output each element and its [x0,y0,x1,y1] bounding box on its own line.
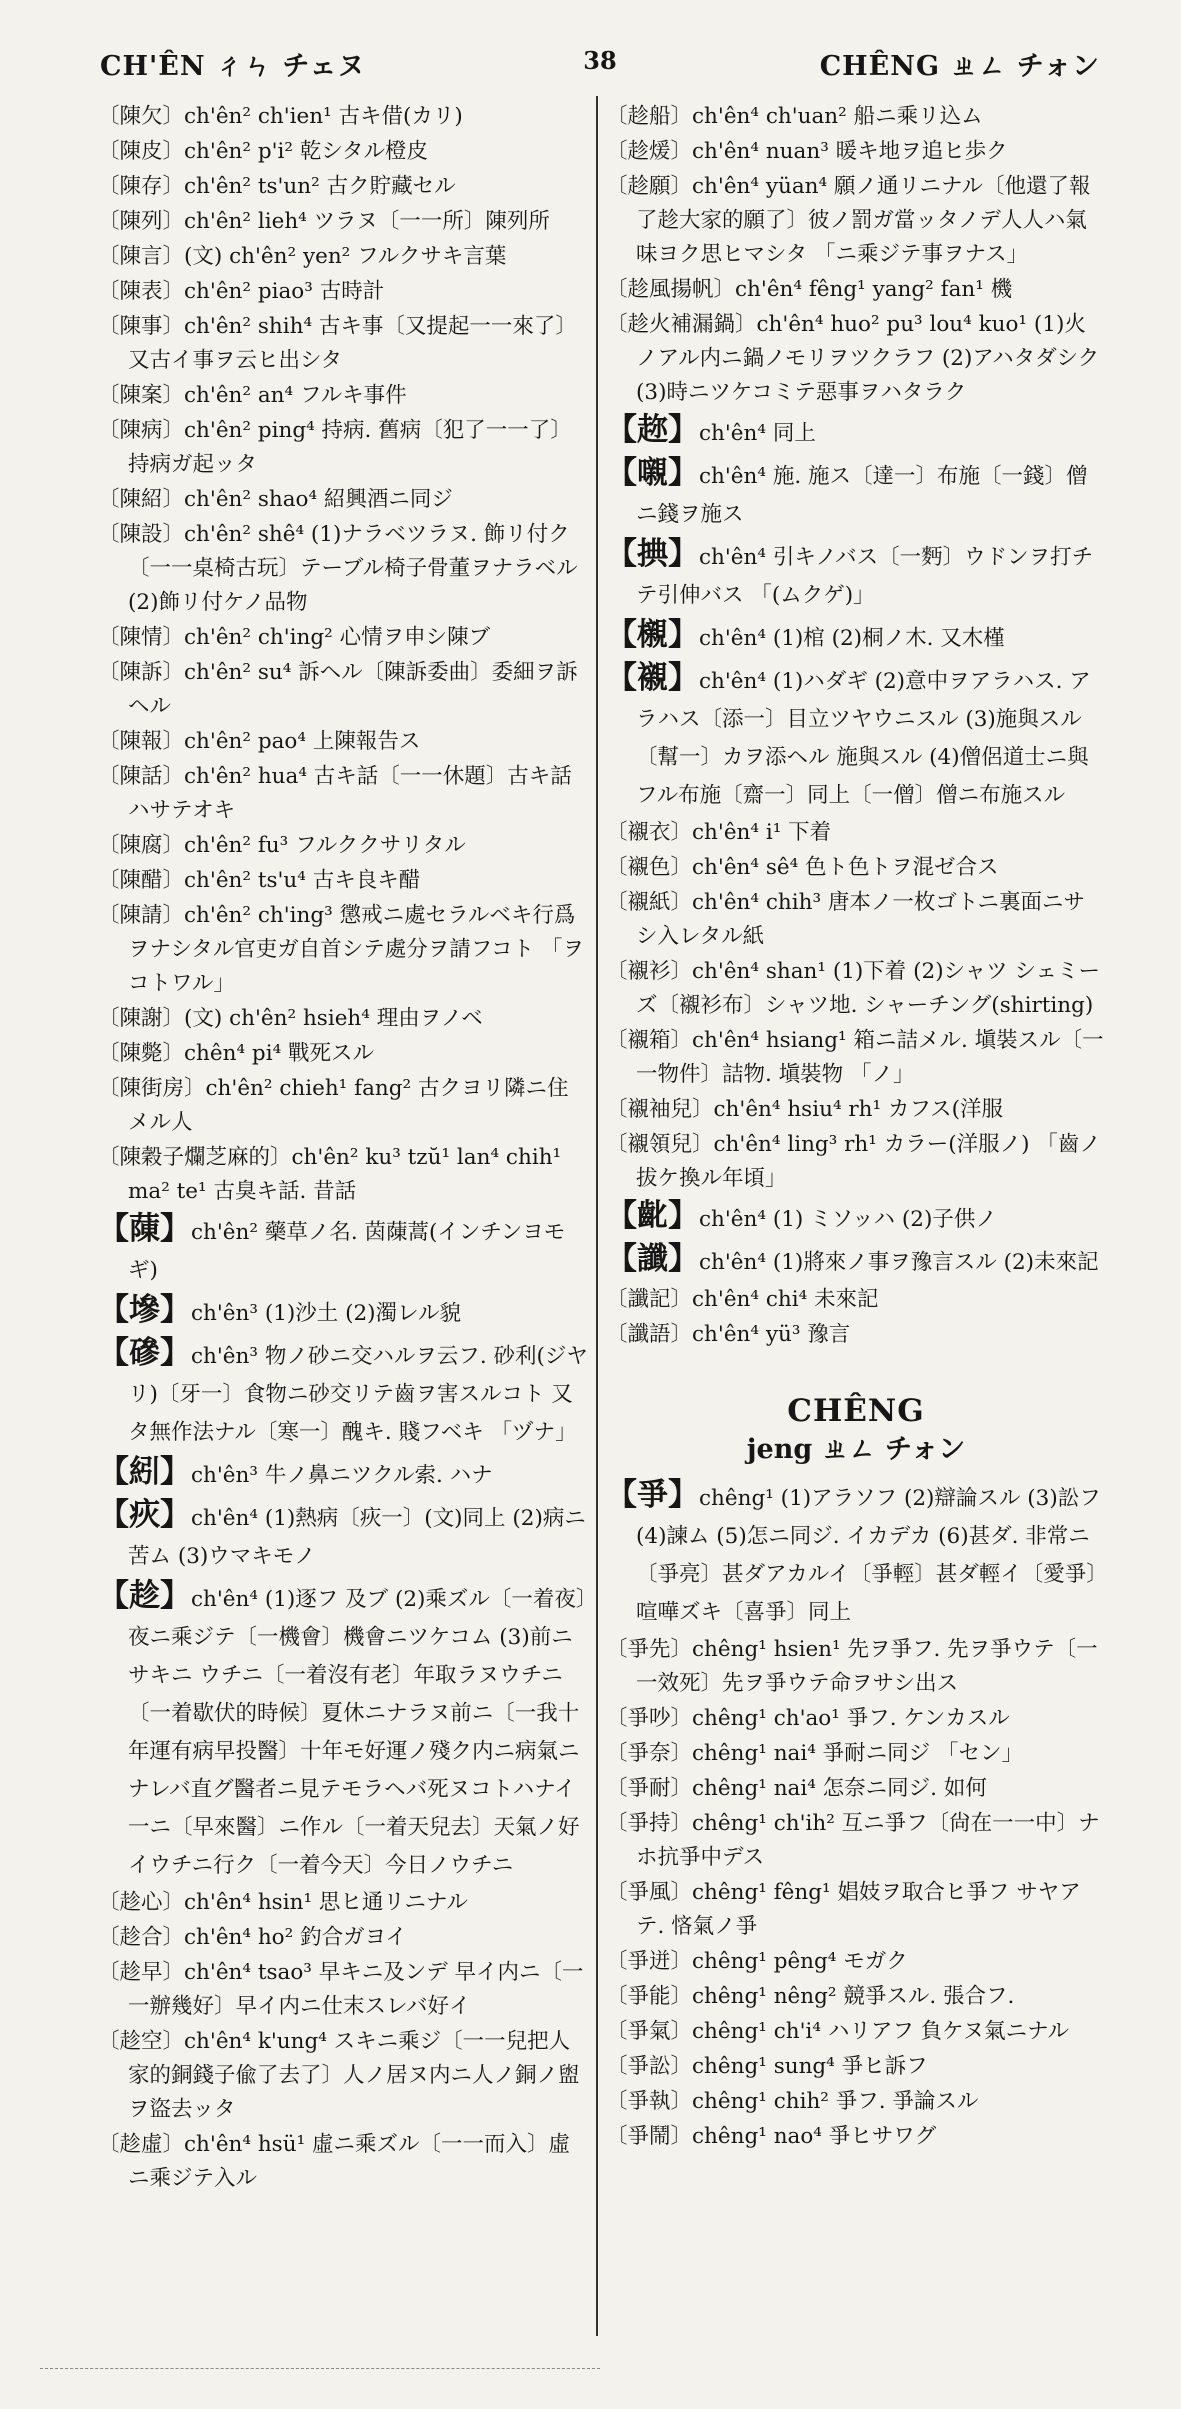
dictionary-entry [98,135,588,169]
entry-definition: ch'ên² hua⁴ 古キ話〔一一休題〕古キ話ハサテオキ [128,764,572,823]
entry-definition: ch'ên² 藥草ノ名. 茵蔯蒿(インチンヨモギ) [128,1220,566,1283]
right-column-entries-bottom [606,1476,1106,2154]
dictionary-entry [606,2050,1106,2084]
dictionary-entry [98,1037,588,1071]
entry-headword: 〔趁虛〕 [98,2132,185,2157]
entry-definition: ch'ên⁴ ling³ rh¹ カラー(洋服ノ) 「齒ノ拔ケ換ル年頃」 [636,1132,1101,1191]
entry-headword: 〔趁心〕 [98,1890,185,1915]
entry-definition: ch'ên⁴ chih³ 唐本ノ一枚ゴトニ裏面ニサシ入レタル紙 [636,890,1086,949]
dictionary-entry [606,659,1106,815]
entry-definition: ch'ên² shih⁴ 古キ事〔又提起一一來了〕又古イ事ヲ云ヒ出シタ [128,314,577,373]
dictionary-entry [98,1072,588,1140]
entry-headword: 〔讖語〕 [606,1322,693,1347]
entry-headword: 〔陳存〕 [98,174,185,199]
entry-definition: ch'ên² fu³ フルククサリタル [184,833,466,858]
entry-headword: 〔襯袖兒〕 [606,1097,714,1122]
dictionary-entry [98,864,588,898]
entry-headword: 〔趁煖〕 [606,139,693,164]
entry-definition: chêng¹ fêng¹ 娼妓ヲ取合ヒ爭フ サヤアテ. 悋氣ノ爭 [636,1880,1081,1939]
entry-definition: chêng¹ chih² 爭フ. 爭論スル [692,2089,979,2114]
dictionary-entry [606,2085,1106,2119]
right-column-entries-top [606,100,1106,1352]
entry-headword: 〔陳穀子爛芝麻的〕 [98,1145,292,1170]
left-column [98,100,588,2197]
footer-rule [40,2368,600,2369]
dictionary-entry [98,1886,588,1920]
section-heading [606,1390,1106,1468]
dictionary-entry [98,656,588,724]
entry-headword: 〔襯色〕 [606,855,693,880]
entry-definition: chêng¹ sung⁴ 爭ヒ訴フ [692,2054,928,2079]
dictionary-entry [606,1702,1106,1736]
dictionary-entry [606,1318,1106,1352]
section-title: CHÊNG [787,1393,925,1429]
dictionary-entry [606,1240,1106,1282]
entry-definition: ch'ên⁴ 施. 施ス〔達一〕布施〔一錢〕僧ニ錢ヲ施ス [636,464,1088,527]
entry-headword: 〔讖記〕 [606,1287,693,1312]
dictionary-entry [98,1002,588,1036]
entry-headword: 【紖】 [98,1454,191,1490]
entry-definition: chêng¹ hsien¹ 先ヲ爭フ. 先ヲ爭ウテ〔一一效死〕先ヲ爭ウテ命ヲサシ出ス [636,1637,1098,1696]
entry-definition: ch'ên⁴ k'ung⁴ スキニ乘ジ〔一一兒把人家的銅錢子偸了去了〕人ノ居ヌ内ニ人ノ銅ノ盥ヲ盜去ッタ [128,2029,580,2122]
entry-headword: 【齔】 [606,1198,699,1234]
dictionary-entry [98,1496,588,1576]
entry-definition: ch'ên⁴ hsin¹ 思ヒ通リニナル [184,1890,468,1915]
entry-headword: 〔趁風揚帆〕 [606,277,736,302]
entry-headword: 〔陳病〕 [98,418,185,443]
entry-definition: ch'ên⁴ (1)熱病〔疢一〕(文)同上 (2)病ニ苦ム (3)ウマキモノ [128,1506,586,1569]
entry-definition: ch'ên² piao³ 古時計 [184,279,385,304]
entry-definition: ch'ên⁴ hsiang¹ 箱ニ詰メル. 塡裝スル〔一一物件〕詰物. 塡裝物 「ノ」 [636,1028,1104,1087]
dictionary-entry [606,1093,1106,1127]
entry-definition: ch'ên⁴ ch'uan² 船ニ乘リ込ム [692,104,983,129]
dictionary-entry [606,1737,1106,1771]
dictionary-entry [606,170,1106,272]
entry-headword: 〔陳情〕 [98,625,185,650]
entry-definition: chêng¹ pêng⁴ モガク [692,1949,908,1974]
entry-headword: 〔陳案〕 [98,383,185,408]
entry-definition: ch'ên³ 牛ノ鼻ニツクル索. ハナ [191,1463,493,1488]
entry-headword: 〔陳事〕 [98,314,185,339]
entry-definition: ch'ên⁴ yüan⁴ 願ノ通リニナル〔他還了報了趁大家的願了〕彼ノ罰ガ當ッタノデ人人ハ氣味ヨク思ヒマシタ 「ニ乘ジテ事ヲナス」 [636,174,1091,267]
dictionary-entry [606,955,1106,1023]
entry-headword: 〔趁火補漏鍋〕 [606,312,757,337]
dictionary-entry [606,1197,1106,1239]
dictionary-entry [606,2015,1106,2049]
entry-headword: 【襯】 [606,660,699,696]
entry-headword: 【蔯】 [98,1211,191,1247]
entry-headword: 〔襯紙〕 [606,890,693,915]
entry-headword: 〔爭能〕 [606,1984,693,2009]
entry-definition: ch'ên⁴ shan¹ (1)下着 (2)シャツ シェミーズ〔襯衫布〕シャツ地. シャーチング(shirting) [636,959,1101,1018]
dictionary-entry [98,621,588,655]
entry-headword: 〔襯衣〕 [606,820,693,845]
entry-headword: 〔陳腐〕 [98,833,185,858]
dictionary-entry [98,899,588,1001]
entry-definition: ch'ên⁴ sê⁴ 色ト色トヲ混ゼ合ス [692,855,999,880]
entry-headword: 〔陳街房〕 [98,1076,206,1101]
entry-headword: 〔陳表〕 [98,279,185,304]
dictionary-entry [98,1577,588,1885]
dictionary-entry [98,725,588,759]
entry-headword: 〔襯衫〕 [606,959,693,984]
dictionary-entry [606,851,1106,885]
dictionary-entry [606,1876,1106,1944]
dictionary-entry [98,1291,588,1333]
dictionary-entry [98,1453,588,1495]
entry-headword: 〔爭氣〕 [606,2019,693,2044]
entry-definition: ch'ên⁴ ho² 釣合ガヨイ [184,1925,407,1950]
dictionary-entry [98,2128,588,2196]
entry-headword: 〔襯箱〕 [606,1028,693,1053]
entry-definition: chêng¹ nao⁴ 爭ヒサワグ [692,2124,937,2149]
entry-headword: 【墋】 [98,1292,191,1328]
dictionary-entry [98,100,588,134]
entry-definition: ch'ên² pao⁴ 上陳報告ス [184,729,421,754]
entry-headword: 〔爭耐〕 [606,1776,693,1801]
entry-headword: 〔陳設〕 [98,522,185,547]
entry-definition: ch'ên⁴ 引キノバス〔一麪〕ウドンヲ打チテ引伸バス 「(ムクゲ)」 [636,545,1094,608]
entry-definition: chêng¹ ch'i⁴ ハリアフ 負ケヌ氣ニナル [692,2019,1070,2044]
entry-headword: 〔趁願〕 [606,174,693,199]
entry-headword: 〔陳欠〕 [98,104,185,129]
entry-headword: 【疢】 [98,1497,191,1533]
entry-headword: 〔爭奈〕 [606,1741,693,1766]
entry-definition: chêng¹ nêng² 競爭スル. 張合フ. [692,1984,1015,2009]
dictionary-entry [606,273,1106,307]
dictionary-entry [98,829,588,863]
entry-definition: chêng¹ ch'ih² 互ニ爭フ〔尙在一一中〕ナホ抗爭中デス [636,1811,1100,1870]
entry-headword: 〔陳醋〕 [98,868,185,893]
dictionary-entry [98,414,588,482]
entry-definition: chêng¹ ch'ao¹ 爭フ. ケンカスル [692,1706,1010,1731]
entry-definition: ch'ên² ch'ing³ 懲戒ニ處セラルベキ行爲ヲナシタル官吏ガ自首シテ處分ヲ請フコト 「ヲコトワル」 [128,903,584,996]
entry-definition: ch'ên² ch'ien¹ 古キ借(カリ) [184,104,463,129]
section-subtitle: jeng ㄓㄥ チォン [746,1434,966,1465]
dictionary-entry [606,816,1106,850]
dictionary-entry [98,205,588,239]
entry-definition: ch'ên⁴ tsao³ 早キニ及ンデ 早イ内ニ〔一一辦幾好〕早イ内ニ仕末スレバ好イ [128,1960,584,2019]
dictionary-entry [98,379,588,413]
entry-headword: 〔陳話〕 [98,764,185,789]
dictionary-entry [606,1633,1106,1701]
dictionary-entry [98,1141,588,1209]
entry-headword: 〔陳謝〕 [98,1006,185,1031]
entry-definition: ch'ên⁴ fêng¹ yang² fan¹ 機 [735,277,1013,302]
dictionary-entry [98,1921,588,1955]
entry-definition: ch'ên⁴ chi⁴ 未來記 [692,1287,879,1312]
entry-headword: 【捵】 [606,536,699,572]
entry-headword: 【趁】 [98,1578,191,1614]
dictionary-entry [606,100,1106,134]
dictionary-entry [98,518,588,620]
entry-definition: ch'ên⁴ hsiu⁴ rh¹ カフス(洋服 [713,1097,1004,1122]
dictionary-entry [606,1024,1106,1092]
dictionary-entry [606,1283,1106,1317]
dictionary-entry [98,170,588,204]
entry-headword: 〔襯領兒〕 [606,1132,714,1157]
entry-definition: ch'ên⁴ huo² pu³ lou⁴ kuo¹ (1)火ノアル内ニ鍋ノモリヲツクラフ (2)アハタダシク (3)時ニツケコミテ惡事ヲハタラク [636,312,1100,405]
dictionary-entry [98,275,588,309]
running-head-right: CHÊNG ㄓㄥ チォン [819,51,1100,82]
dictionary-entry [98,1956,588,2024]
entry-definition: chêng¹ nai⁴ 怎奈ニ同ジ. 如何 [692,1776,987,1801]
entry-definition: chên⁴ pi⁴ 戰死スル [184,1041,375,1066]
entry-headword: 【磣】 [98,1335,191,1371]
dictionary-entry [606,454,1106,534]
entry-headword: 〔陳列〕 [98,209,185,234]
entry-definition: (文) ch'ên² yen² フルクサキ言葉 [184,244,507,269]
entry-definition: ch'ên² ts'u⁴ 古キ良キ醋 [184,868,421,893]
dictionary-entry [606,886,1106,954]
entry-definition: chêng¹ nai⁴ 爭耐ニ同ジ 「セン」 [692,1741,1024,1766]
entry-headword: 【櫬】 [606,617,699,653]
entry-definition: ch'ên² su⁴ 訴ヘル〔陳訴委曲〕委細ヲ訴ヘル [128,660,578,719]
entry-headword: 【嚫】 [606,455,699,491]
entry-headword: 【爭】 [606,1477,699,1513]
entry-definition: ch'ên⁴ (1)逐フ 及ブ (2)乘ズル〔一着夜〕夜ニ乘ジテ〔一機會〕機會ニツケコム (3)前ニ サキニ ウチニ〔一着沒有老〕年取ラヌウチニ〔一着歇伏的時候〕夏休ニナラヌ前ニ〔一我十年運有病早投醫〕十年モ好運ノ殘ク内ニ病氣ニナレバ直グ醫者ニ見テモラヘバ死ヌコトハナイ 一ニ〔早來醫〕ニ作ル〔一着天兒去〕天氣ノ好イウチニ行ク〔一着今天〕今日ノウチニ [128,1587,587,1878]
entry-definition: ch'ên⁴ 同上 [699,421,816,446]
entry-definition: ch'ên² ch'ing² 心情ヲ申シ陳ブ [184,625,491,650]
entry-definition: chêng¹ (1)アラソフ (2)辯論スル (3)訟フ (4)諫ム (5)怎ニ同ジ. イカデカ (6)甚ダ. 非常ニ〔爭亮〕甚ダアカルイ〔爭輕〕甚ダ輕イ〔愛爭〕喧嘩ズキ〔喜爭〕同上 [636,1486,1101,1625]
entry-headword: 【趂】 [606,412,699,448]
entry-headword: 〔趁船〕 [606,104,693,129]
dictionary-entry [606,135,1106,169]
entry-definition: ch'ên² an⁴ フルキ事件 [184,383,407,408]
entry-headword: 〔爭持〕 [606,1811,693,1836]
dictionary-entry [606,1476,1106,1632]
entry-definition: ch'ên³ 物ノ砂ニ交ハルヲ云フ. 砂利(ジヤリ)〔牙一〕食物ニ砂交リテ齒ヲ害スルコト 又タ無作法ナル〔寒一〕醜キ. 賤フベキ 「ヅナ」 [128,1344,588,1445]
entry-headword: 〔陳報〕 [98,729,185,754]
entry-headword: 〔爭吵〕 [606,1706,693,1731]
dictionary-entry [98,1210,588,1290]
entry-definition: ch'ên² lieh⁴ ツラヌ〔一一所〕陳列所 [184,209,550,234]
dictionary-entry [606,616,1106,658]
dictionary-entry [606,535,1106,615]
entry-headword: 〔趁合〕 [98,1925,185,1950]
dictionary-entry [98,2025,588,2127]
entry-headword: 〔陳斃〕 [98,1041,185,1066]
dictionary-entry [98,483,588,517]
dictionary-entry [606,1128,1106,1196]
entry-headword: 〔爭風〕 [606,1880,693,1905]
dictionary-entry [606,1945,1106,1979]
entry-headword: 〔爭訟〕 [606,2054,693,2079]
entry-definition: ch'ên⁴ nuan³ 暖キ地ヲ追ヒ歩ク [692,139,1008,164]
entry-headword: 〔陳皮〕 [98,139,185,164]
dictionary-entry [98,310,588,378]
entry-headword: 〔爭迸〕 [606,1949,693,1974]
column-divider [596,96,598,2336]
dictionary-entry [606,1980,1106,2014]
entry-headword: 〔陳請〕 [98,903,185,928]
entry-definition: ch'ên⁴ hsü¹ 虛ニ乘ズル〔一一而入〕虛ニ乘ジテ入ル [128,2132,571,2191]
entry-definition: ch'ên³ (1)沙土 (2)濁レル貌 [191,1301,462,1326]
entry-definition: ch'ên⁴ (1) ミソッハ (2)子供ノ [699,1207,997,1232]
dictionary-entry [606,308,1106,410]
dictionary-entry [98,760,588,828]
entry-definition: ch'ên² ping⁴ 持病. 舊病〔犯了一一了〕持病ガ起ッタ [128,418,572,477]
page-header [100,40,1100,84]
dictionary-entry [98,240,588,274]
dictionary-entry [606,2120,1106,2154]
entry-headword: 【讖】 [606,1241,699,1277]
entry-definition: ch'ên⁴ (1)將來ノ事ヲ豫言スル (2)未來記 [699,1250,1099,1275]
entry-definition: ch'ên⁴ (1)棺 (2)桐ノ木. 又木槿 [699,626,1005,651]
entry-definition: ch'ên² shê⁴ (1)ナラベツラヌ. 飾リ付ク〔一一桌椅古玩〕テーブル椅子骨董ヲナラベル (2)飾リ付ケノ品物 [128,522,578,615]
entry-headword: 〔爭鬧〕 [606,2124,693,2149]
page-number: 38 [583,46,617,75]
entry-definition: ch'ên² ts'un² 古ク貯藏セル [184,174,456,199]
entry-definition: ch'ên⁴ i¹ 下着 [692,820,832,845]
entry-headword: 〔爭執〕 [606,2089,693,2114]
entry-definition: ch'ên² chieh¹ fang² 古クヨリ隣ニ住メル人 [128,1076,569,1135]
entry-definition: ch'ên² shao⁴ 紹興酒ニ同ジ [184,487,453,512]
entry-definition: (文) ch'ên² hsieh⁴ 理由ヲノベ [184,1006,483,1031]
entry-definition: ch'ên⁴ yü³ 豫言 [692,1322,851,1347]
dictionary-entry [606,1807,1106,1875]
entry-definition: ch'ên² ku³ tzŭ¹ lan⁴ chih¹ ma² te¹ 古臭キ話. 昔話 [128,1145,562,1204]
entry-headword: 〔趁空〕 [98,2029,185,2054]
dictionary-entry [606,1772,1106,1806]
entry-headword: 〔趁早〕 [98,1960,185,1985]
entry-headword: 〔陳訴〕 [98,660,185,685]
entry-headword: 〔爭先〕 [606,1637,693,1662]
running-head-left: CH'ÊN ㄔㄣ チェヌ [100,51,366,82]
entry-definition: ch'ên⁴ (1)ハダギ (2)意中ヲアラハス. アラハス〔添一〕目立ツヤウニスル (3)施與スル〔幫一〕カヲ添ヘル 施與スル (4)僧侶道士ニ與フル布施〔齋一〕同上〔一僧〕僧ニ布施スル [636,669,1091,808]
dictionary-entry [606,411,1106,453]
entry-definition: ch'ên² p'i² 乾シタル橙皮 [184,139,428,164]
entry-headword: 〔陳紹〕 [98,487,185,512]
dictionary-entry [98,1334,588,1452]
right-column [606,100,1106,2155]
entry-headword: 〔陳言〕 [98,244,185,269]
